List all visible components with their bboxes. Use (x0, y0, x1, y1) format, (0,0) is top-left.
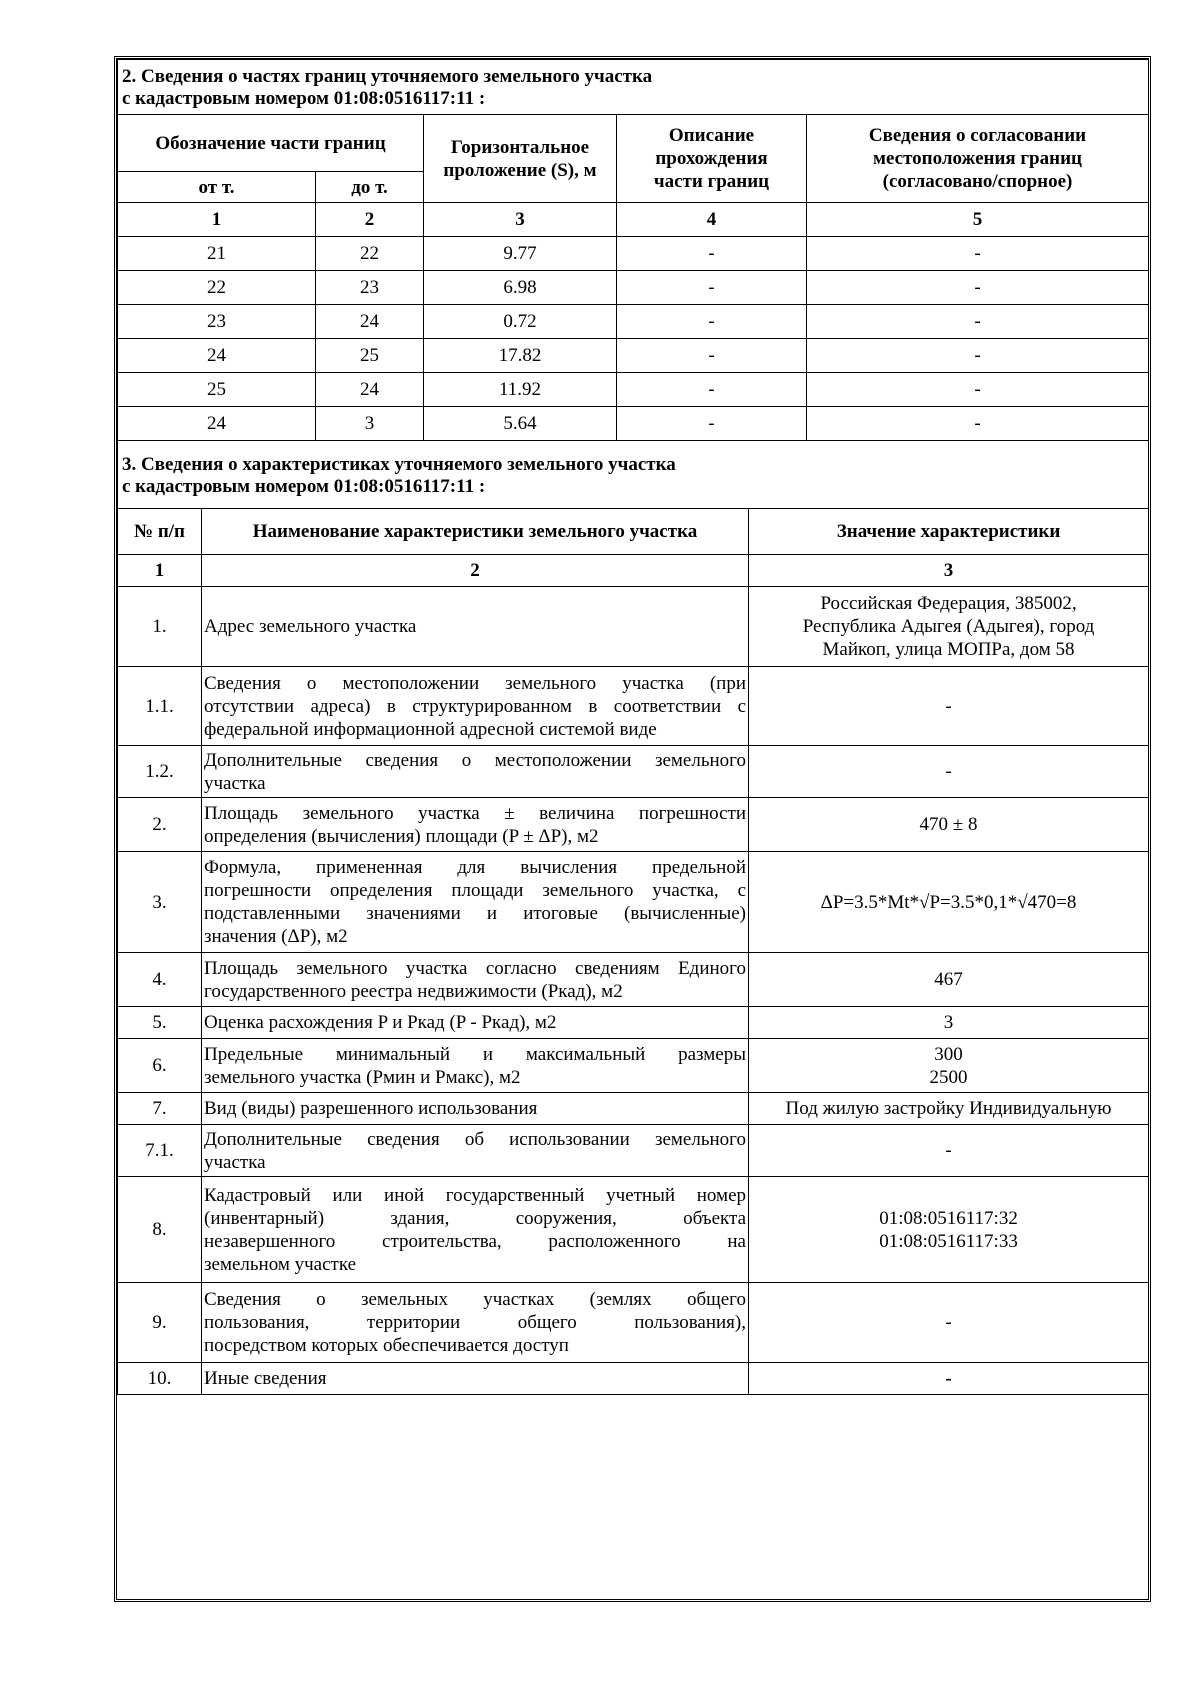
cell-desc: - (617, 407, 807, 441)
cell-value: Под жилую застройку Индивидуальную (749, 1093, 1149, 1125)
header-name: Наименование характеристики земельного участка (202, 509, 749, 555)
table-row (118, 953, 1149, 1007)
cell-num: 5. (118, 1007, 202, 1039)
cell-desc: - (617, 237, 807, 271)
cell-from: 24 (118, 339, 316, 373)
cell-value: - (749, 667, 1149, 746)
cell-num: 7. (118, 1093, 202, 1125)
cell-agreement: - (807, 271, 1149, 305)
table-row (118, 852, 1149, 953)
table-row (118, 587, 1149, 667)
cell-value: - (749, 1283, 1149, 1363)
cell-value: 300 2500 (749, 1039, 1149, 1093)
cell-name: Площадь земельного участка ± величина погрешности определения (вычисления) площади (P ± ΔP), м2 (202, 798, 749, 852)
cell-name: Оценка расхождения P и Pкад (P - Pкад), м2 (202, 1007, 749, 1039)
cell-value: 467 (749, 953, 1149, 1007)
cell-desc: - (617, 373, 807, 407)
cell-s: 17.82 (424, 339, 617, 373)
cell-agreement: - (807, 373, 1149, 407)
cell-s: 5.64 (424, 407, 617, 441)
table-row (118, 746, 1149, 798)
cell-from: 23 (118, 305, 316, 339)
cell-num: 1. (118, 587, 202, 667)
table-row (118, 373, 1149, 407)
cell-s: 11.92 (424, 373, 617, 407)
header-to: до т. (316, 172, 424, 203)
table-row (118, 1283, 1149, 1363)
cell-value: 3 (749, 1007, 1149, 1039)
cell-desc: - (617, 271, 807, 305)
header-boundary-designation: Обозначение части границ (118, 115, 424, 172)
cell-name: Кадастровый или иной государственный учетный номер (инвентарный) здания, сооружения, объекта незавершенного строительства, расположенного на земельном участке (202, 1177, 749, 1283)
table-row (118, 1093, 1149, 1125)
table-row (118, 407, 1149, 441)
cell-num: 8. (118, 1177, 202, 1283)
section3-title: 3. Сведения о характеристиках уточняемого земельного участка с кадастровым номером 01:08:0516117:11 : (118, 441, 1149, 509)
cell-to: 22 (316, 237, 424, 271)
cell-to: 25 (316, 339, 424, 373)
header-value: Значение характеристики (749, 509, 1149, 555)
table-row (118, 1177, 1149, 1283)
cell-value: - (749, 746, 1149, 798)
cell-value: 470 ± 8 (749, 798, 1149, 852)
document-frame (114, 56, 1151, 1602)
cell-s: 6.98 (424, 271, 617, 305)
cell-name: Дополнительные сведения о местоположении земельного участка (202, 746, 749, 798)
table-row (118, 305, 1149, 339)
cell-num: 10. (118, 1363, 202, 1395)
cell-agreement: - (807, 305, 1149, 339)
table-row (118, 667, 1149, 746)
cell-desc: - (617, 339, 807, 373)
cell-to: 24 (316, 373, 424, 407)
cell-to: 3 (316, 407, 424, 441)
cell-name: Сведения о местоположении земельного участка (при отсутствии адреса) в структурированном в соответствии с федеральной информационной адресной системой виде (202, 667, 749, 746)
cell-num: 1.1. (118, 667, 202, 746)
table-row (118, 1125, 1149, 1177)
cell-name: Сведения о земельных участках (землях общего пользования, территории общего пользования), посредством которых обеспечивается доступ (202, 1283, 749, 1363)
cell-num: 9. (118, 1283, 202, 1363)
characteristics-table (117, 440, 1149, 1395)
cell-from: 22 (118, 271, 316, 305)
cell-agreement: - (807, 237, 1149, 271)
cell-name: Иные сведения (202, 1363, 749, 1395)
cell-name: Адрес земельного участка (202, 587, 749, 667)
column-number-row: 1 2 3 (118, 555, 1149, 587)
table-row (118, 1007, 1149, 1039)
cell-from: 24 (118, 407, 316, 441)
cell-agreement: - (807, 339, 1149, 373)
table-row (118, 271, 1149, 305)
column-number-row: 1 2 3 4 5 (118, 203, 1149, 237)
section2-title: 2. Сведения о частях границ уточняемого земельного участка с кадастровым номером 01:08:0516117:11 : (118, 60, 1149, 115)
table-row (118, 237, 1149, 271)
cell-name: Предельные минимальный и максимальный размеры земельного участка (Pмин и Pмакс), м2 (202, 1039, 749, 1093)
cell-num: 1.2. (118, 746, 202, 798)
header-description: Описание прохождения части границ (617, 115, 807, 203)
cell-num: 7.1. (118, 1125, 202, 1177)
cell-name: Вид (виды) разрешенного использования (202, 1093, 749, 1125)
cell-from: 25 (118, 373, 316, 407)
header-from: от т. (118, 172, 316, 203)
cell-desc: - (617, 305, 807, 339)
cell-num: 3. (118, 852, 202, 953)
cell-s: 9.77 (424, 237, 617, 271)
cell-num: 6. (118, 1039, 202, 1093)
table-row (118, 339, 1149, 373)
header-agreement: Сведения о согласовании местоположения границ (согласовано/спорное) (807, 115, 1149, 203)
cell-num: 4. (118, 953, 202, 1007)
cell-name: Формула, примененная для вычисления предельной погрешности определения площади земельного участка, с подставленными значениями и итоговые (вычисленные) значения (ΔP), м2 (202, 852, 749, 953)
cell-name: Площадь земельного участка согласно сведениям Единого государственного реестра недвижимости (Ркад), м2 (202, 953, 749, 1007)
cell-name: Дополнительные сведения об использовании земельного участка (202, 1125, 749, 1177)
cell-value: Российская Федерация, 385002, Республика Адыгея (Адыгея), город Майкоп, улица МОПРа, дом 58 (749, 587, 1149, 667)
boundary-parts-table (117, 59, 1149, 441)
cell-s: 0.72 (424, 305, 617, 339)
cell-num: 2. (118, 798, 202, 852)
cell-from: 21 (118, 237, 316, 271)
table-row (118, 1363, 1149, 1395)
cell-agreement: - (807, 407, 1149, 441)
cell-to: 23 (316, 271, 424, 305)
table-row (118, 1039, 1149, 1093)
cell-value: - (749, 1125, 1149, 1177)
cell-value: 01:08:0516117:32 01:08:0516117:33 (749, 1177, 1149, 1283)
table-row (118, 798, 1149, 852)
cell-value: ΔP=3.5*Mt*√P=3.5*0,1*√470=8 (749, 852, 1149, 953)
cell-to: 24 (316, 305, 424, 339)
cell-value: - (749, 1363, 1149, 1395)
header-num: № п/п (118, 509, 202, 555)
header-horizontal: Горизонтальное проложение (S), м (424, 115, 617, 203)
